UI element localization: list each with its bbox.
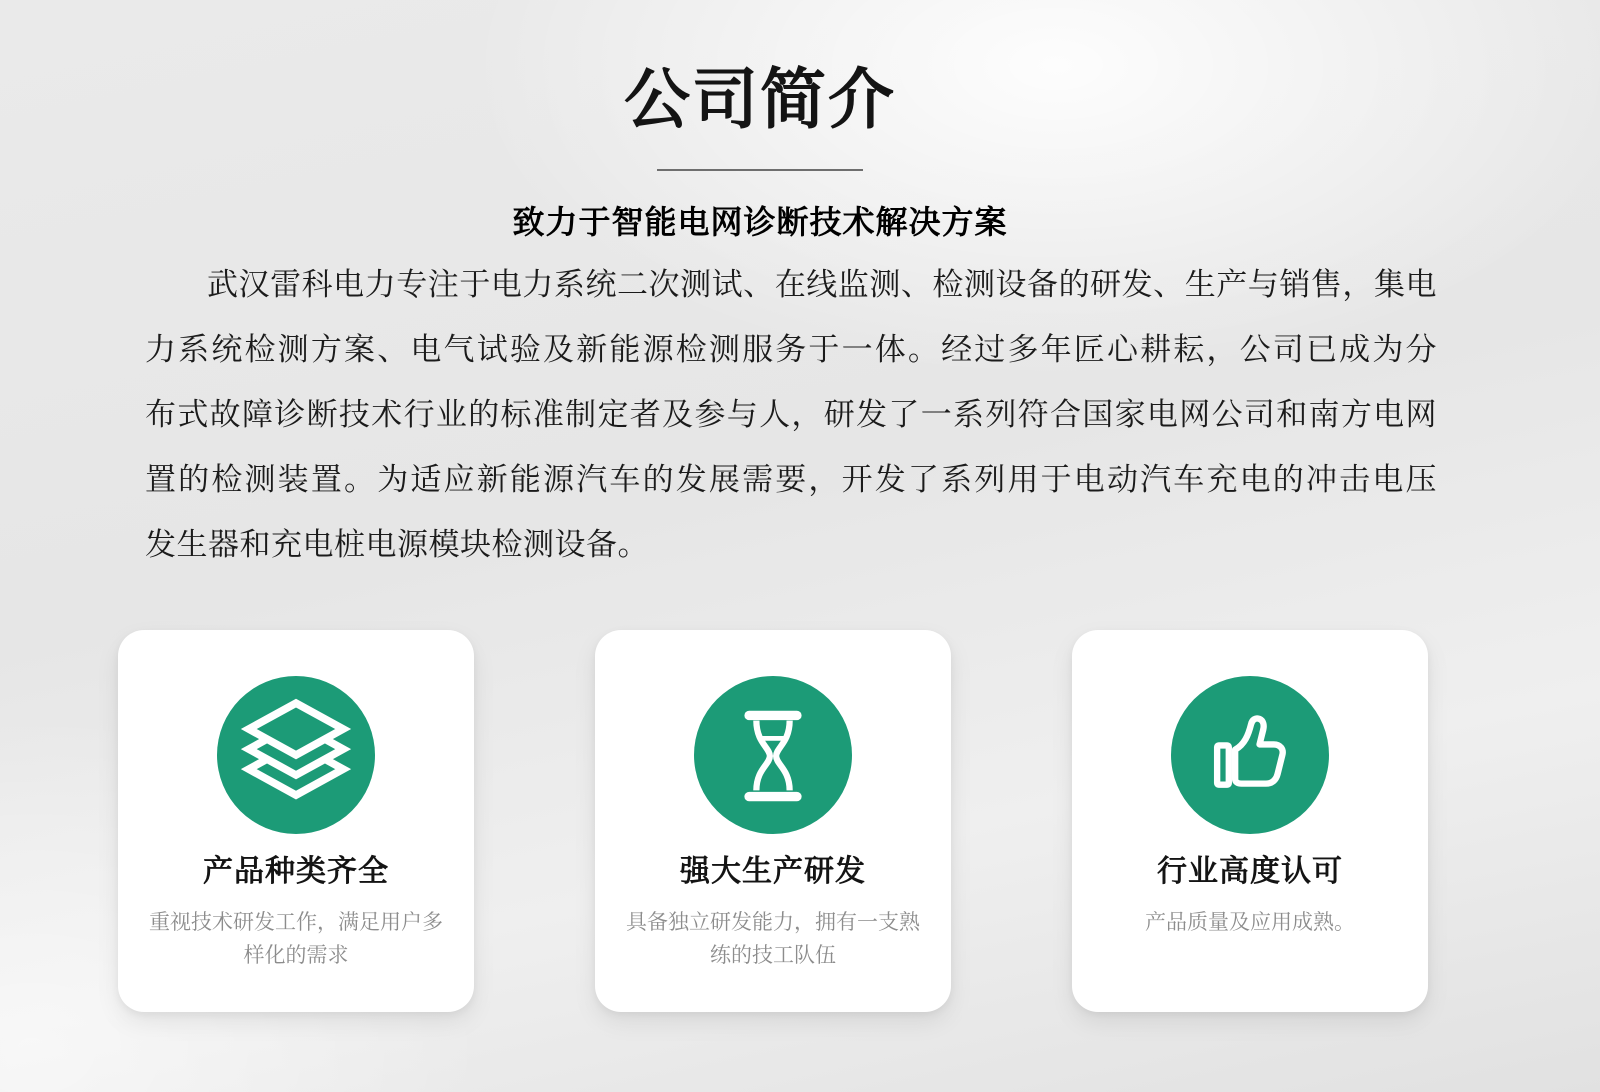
company-description <box>145 252 1437 577</box>
intro-line: 置的检测装置。为适应新能源汽车的发展需要，开发了系列用于电动汽车充电的冲击电压 <box>145 462 1437 497</box>
thumbs-up-icon <box>1171 676 1329 834</box>
intro-line: 布式故障诊断技术行业的标准制定者及参与人，研发了一系列符合国家电网公司和南方电网 <box>145 397 1437 432</box>
feature-description: 重视技术研发工作，满足用户多样化的需求 <box>149 911 443 967</box>
page-title: 公司简介 <box>624 62 896 136</box>
intro-line: 武汉雷科电力专注于电力系统二次测试、在线监测、检测设备的研发、生产与销售，集电 <box>207 267 1437 302</box>
feature-card-products <box>118 630 474 1012</box>
section-header <box>0 46 1520 243</box>
hourglass-icon <box>694 676 852 834</box>
feature-description: 具备独立研发能力，拥有一支熟练的技工队伍 <box>626 911 920 967</box>
feature-title: 行业高度认可 <box>1157 855 1343 888</box>
feature-cards <box>118 630 1428 1012</box>
feature-title: 产品种类齐全 <box>203 855 389 888</box>
section-subtitle: 致力于智能电网诊断技术解决方案 <box>512 204 1008 240</box>
intro-line: 发生器和充电桩电源模块检测设备。 <box>145 527 649 562</box>
title-divider <box>657 169 863 171</box>
layers-icon <box>217 676 375 834</box>
feature-description: 产品质量及应用成熟。 <box>1145 911 1355 934</box>
feature-card-recognition <box>1072 630 1428 1012</box>
feature-title: 强大生产研发 <box>680 855 866 888</box>
intro-line: 力系统检测方案、电气试验及新能源检测服务于一体。经过多年匠心耕耘，公司已成为分 <box>145 332 1437 367</box>
feature-card-production <box>595 630 951 1012</box>
